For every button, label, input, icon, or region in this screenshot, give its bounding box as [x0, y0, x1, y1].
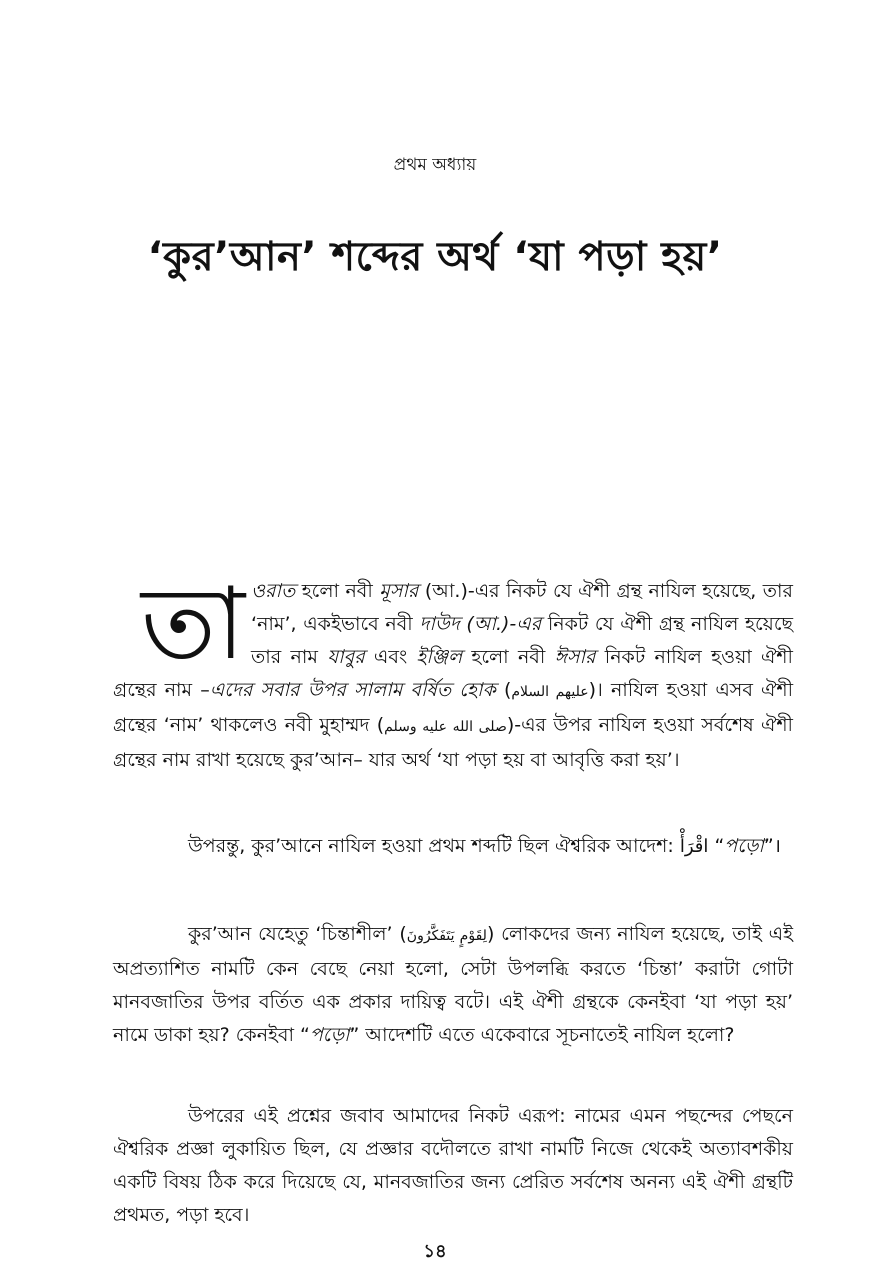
chapter-label: প্রথম অধ্যায়: [393, 155, 477, 175]
text-span: পড়ো: [724, 835, 764, 857]
text-span: ) লোকদের জন্য নাযিল হয়েছে, তাই এই অপ্রত্যাশিত নামটি কেন বেছে নেয়া হলো, সেটা উপলব্ধি করতে ‘চিন্তা’ করাটা গোটা মানবজাতির উপর বর্তিত এক প্রকার দায়িত্ব বটে। এই ঐশী গ্রন্থকে কেনইবা ‘যা পড়া হয়’ নামে ডাকা হয়? কেনইবা “: [113, 923, 793, 1046]
arabic-text: صلى الله عليه وسلم: [384, 719, 507, 735]
text-span: নিকট যে ঐশী গ্রন্থ নাযিল হয়েছে তার নাম: [251, 613, 793, 668]
paragraph-4: উপরের এই প্রশ্নের জবাব আমাদের নিকট এরূপ: নামের এমন পছন্দের পেছনে ঐশ্বরিক প্রজ্ঞা লুকায়িত ছিল, যে প্রজ্ঞার বদৌলতে রাখা নামটি নিজে থেকেই অত্যাবশকীয় একটি বিষয় ঠিক করে দিয়েছে যে, মানবজাতির জন্য প্রেরিত সর্বশেষ অনন্য এই ঐশী গ্রন্থটি প্রথমত, পড়া হবে।: [113, 1105, 793, 1226]
text-span: উপরন্তু, কুর’আনে নাযিল হওয়া প্রথম শব্দটি ছিল ঐশ্বরিক আদেশ:: [188, 835, 680, 857]
drop-cap: তা: [141, 565, 246, 682]
text-span: কুর’আন যেহেতু ‘চিন্তাশীল’ (: [188, 923, 407, 945]
text-span: এদের সবার উপর সালাম বর্ষিত হোক: [209, 679, 496, 701]
arabic-text: عليهم السلام: [511, 684, 589, 700]
page-number: ১৪: [423, 1241, 447, 1262]
text-span: “: [708, 835, 725, 857]
text-span: মূসার: [379, 580, 419, 602]
text-span: ” আদেশটি এতে একেবারে সূচনাতেই নাযিল হলো?: [349, 1024, 735, 1046]
text-span: ”।: [763, 835, 781, 857]
paragraph-1: [113, 565, 794, 777]
text-span: নিকট নাযিল হওয়া ঐশী গ্রন্থের নাম –: [113, 646, 793, 701]
text-span: এবং: [364, 646, 417, 668]
text-span: (আ.)-এর নিকট যে ঐশী গ্রন্থ নাযিল হয়েছে, তার ‘নাম’, একইভাবে নবী: [251, 580, 793, 635]
arabic-text: اقْرَأْ: [679, 836, 709, 857]
text-span: পড়ো: [309, 1024, 350, 1046]
text-span: দাউদ (আ.)-এর: [419, 613, 542, 635]
text-span: যাবুর: [327, 646, 365, 668]
text-span: ঈসার: [554, 646, 596, 668]
arabic-text: لِقَوْمٍ يَتَفَكَّرُونَ: [406, 928, 487, 944]
text-span: )-এর উপর নাযিল হওয়া সর্বশেষ ঐশী গ্রন্থের নাম রাখা হয়েছে কুর’আন– যার অর্থ ‘যা পড়া হয় বা আবৃত্তি করা হয়’।: [113, 714, 793, 771]
chapter-title: ‘কুর’আন’ শব্দের অর্থ ‘যা পড়া হয়’: [147, 234, 723, 280]
text-span: )। নাযিল হওয়া এসব ঐশী গ্রন্থের ‘নাম’ থাকলেও নবী মুহাম্মদ (: [113, 679, 794, 736]
text-span: ইঞ্জিল: [416, 646, 463, 668]
text-span: হলো নবী: [462, 646, 555, 668]
paragraph-2: [113, 830, 793, 863]
text-span: (: [495, 679, 512, 701]
text-span: হলো নবী: [295, 580, 380, 602]
paragraph-3: [113, 918, 793, 1052]
text-span: ওরাত: [251, 580, 296, 602]
